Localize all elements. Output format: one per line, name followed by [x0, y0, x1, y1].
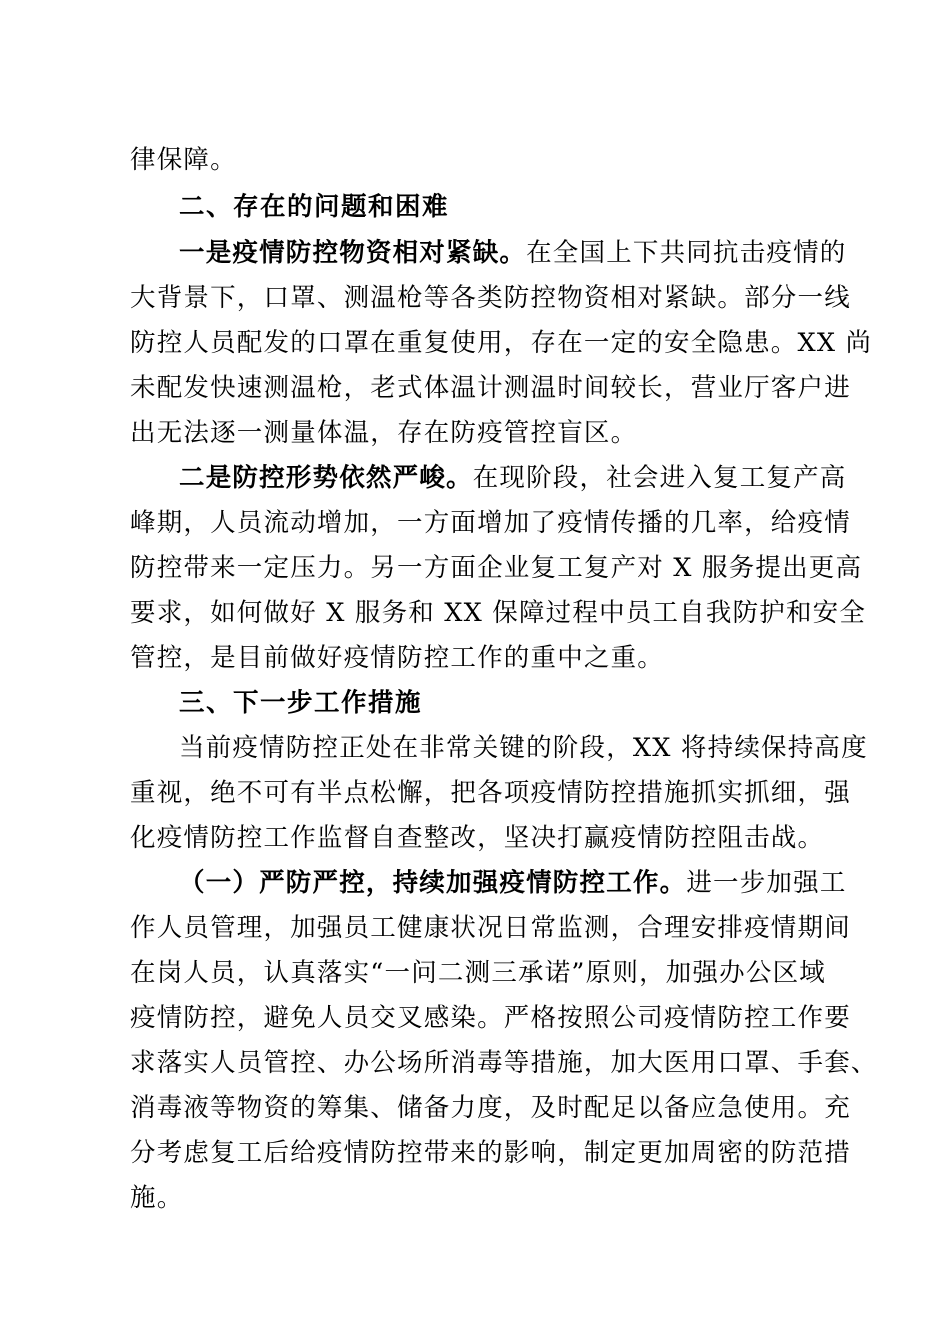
- paragraph-line: 防控人员配发的口罩在重复使用，存在一定的安全隐患。XX 尚: [130, 328, 873, 358]
- paragraph-line: 出无法逐一测量体温，存在防疫管控盲区。: [130, 418, 638, 448]
- paragraph-line: 大背景下，口罩、测温枪等各类防控物资相对紧缺。部分一线: [130, 283, 851, 313]
- paragraph-line: 在岗人员，认真落实“一问二测三承诺”原则，加强办公区域: [130, 958, 826, 988]
- paragraph-line: 施。: [130, 1183, 184, 1213]
- paragraph-lead: 一是疫情防控物资相对紧缺。: [179, 238, 527, 268]
- paragraph-text: 在全国上下共同抗击疫情的: [526, 238, 847, 268]
- section-heading-next-steps: 三、下一步工作措施: [179, 688, 423, 718]
- paragraph-line: 管控，是目前做好疫情防控工作的重中之重。: [130, 643, 665, 673]
- paragraph-line: 求落实人员管控、办公场所消毒等措施，加大医用口罩、手套、: [130, 1048, 878, 1078]
- paragraph-line: [179, 860, 847, 906]
- paragraph-text: 在现阶段，社会进入复工复产高: [472, 463, 847, 493]
- paragraph-line: 律保障。: [130, 145, 237, 175]
- paragraph-line: 要求，如何做好 X 服务和 XX 保障过程中员工自我防护和安全: [130, 598, 867, 628]
- paragraph-line: 分考虑复工后给疫情防控带来的影响，制定更加周密的防范措: [130, 1138, 851, 1168]
- paragraph-line: 作人员管理，加强员工健康状况日常监测，合理安排疫情期间: [130, 913, 851, 943]
- section-heading-problems: 二、存在的问题和困难: [179, 192, 450, 222]
- paragraph-line: [179, 230, 847, 276]
- paragraph-line: 化疫情防控工作监督自查整改，坚决打赢疫情防控阻击战。: [130, 823, 825, 853]
- paragraph-line: 疫情防控，避免人员交叉感染。严格按照公司疫情防控工作要: [130, 1003, 851, 1033]
- paragraph-line: 消毒液等物资的筹集、储备力度，及时配足以备应急使用。充: [130, 1093, 851, 1123]
- paragraph-line: 峰期，人员流动增加，一方面增加了疫情传播的几率，给疫情: [130, 508, 851, 538]
- paragraph-lead: （一）严防严控，持续加强疫情防控工作。: [179, 868, 687, 898]
- paragraph-line: 重视，绝不可有半点松懈，把各项疫情防控措施抓实抓细，强: [130, 778, 851, 808]
- paragraph-lead: 二是防控形势依然严峻。: [179, 463, 473, 493]
- paragraph-text: 进一步加强工: [686, 868, 847, 898]
- paragraph-line: 未配发快速测温枪，老式体温计测温时间较长，营业厅客户进: [130, 373, 851, 403]
- paragraph-line: 当前疫情防控正处在非常关键的阶段，XX 将持续保持高度: [179, 733, 868, 763]
- paragraph-line: [179, 455, 847, 501]
- paragraph-line: 防控带来一定压力。另一方面企业复工复产对 X 服务提出更高: [130, 553, 863, 583]
